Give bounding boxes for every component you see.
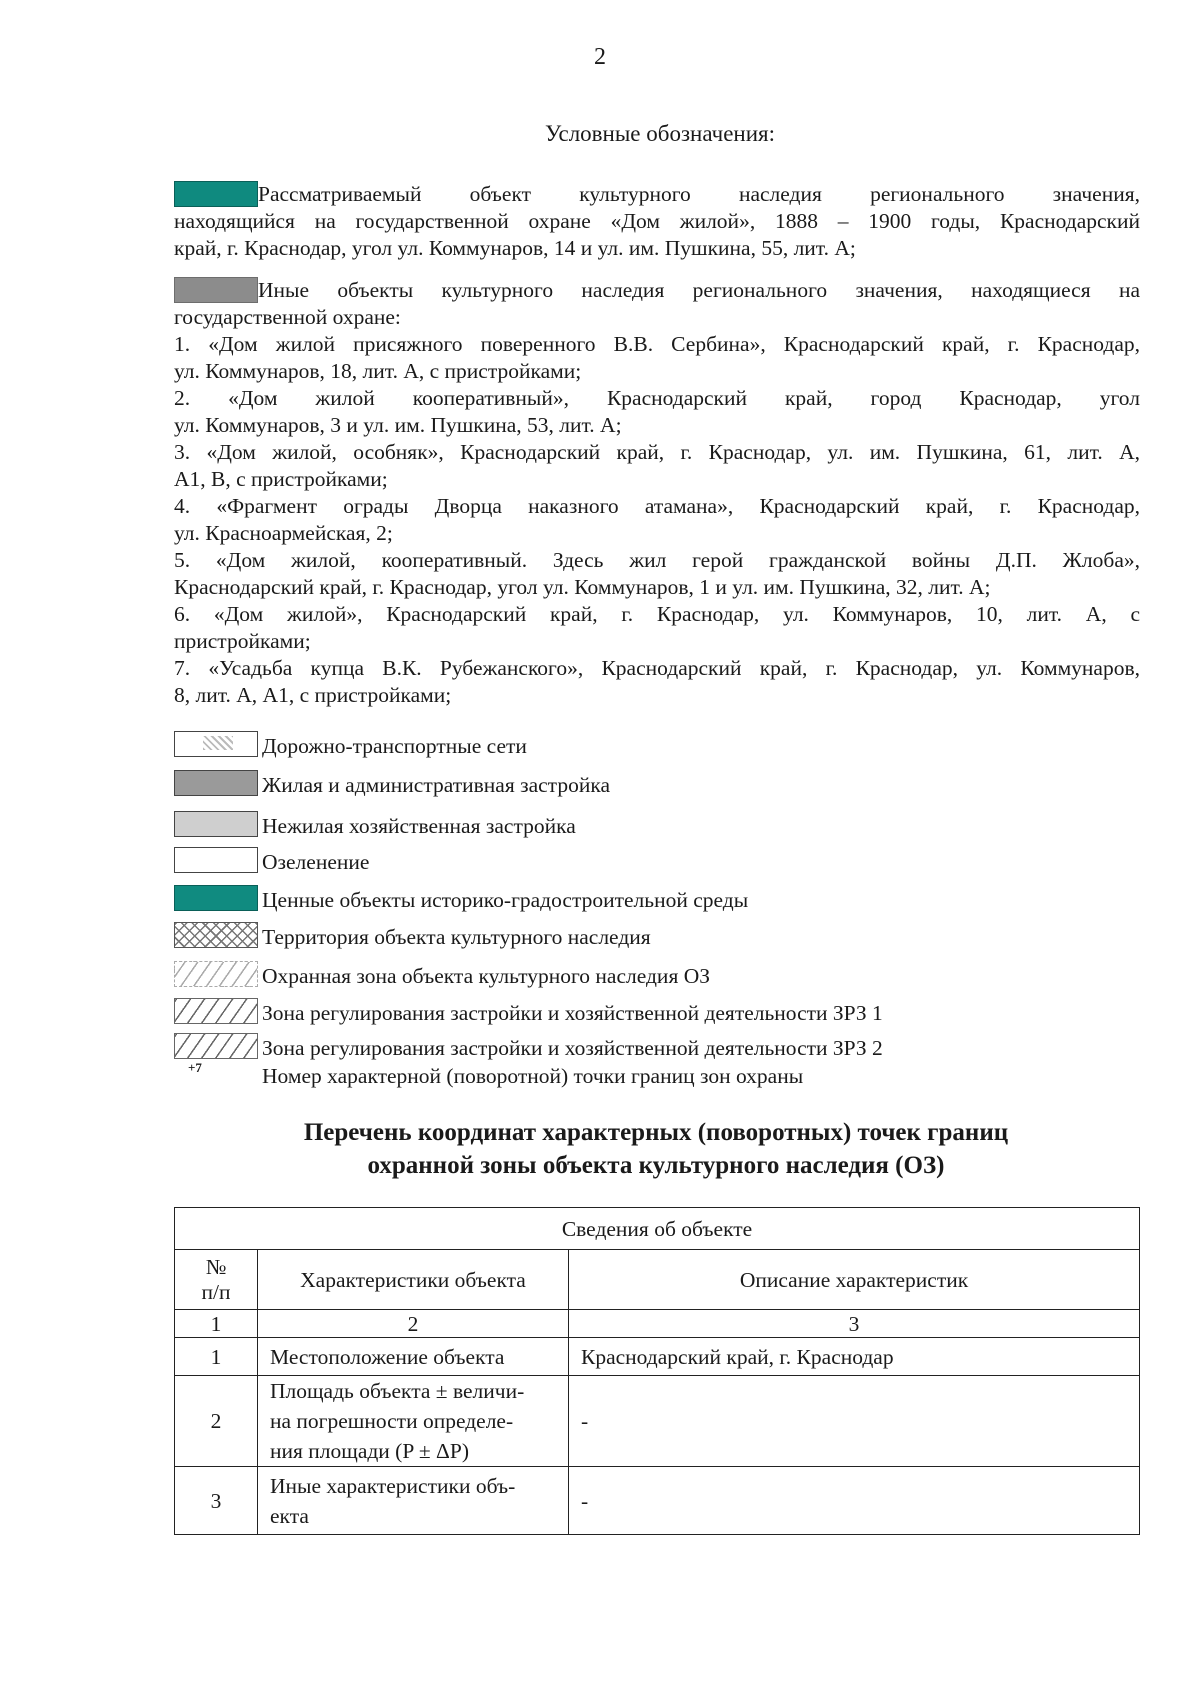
greenery-icon [174, 847, 258, 873]
table-row [175, 1467, 1140, 1535]
zrz2-hatch-icon [174, 1033, 258, 1059]
other-line-1: Иные объекты культурного наследия регионального значения, находящиеся на [174, 277, 1140, 304]
other-line-9: 4. «Фрагмент ограды Дворца наказного атамана», Краснодарский край, г. Краснодар, [174, 494, 1140, 518]
other-line-16: 8, лит. А, А1, с пристройками; [174, 683, 452, 707]
col-number-3: 3 [569, 1310, 1140, 1338]
row-description: - [569, 1376, 1140, 1467]
other-line-6: ул. Коммунаров, 3 и ул. им. Пушкина, 53, лит. А; [174, 413, 622, 437]
header-description: Описание характеристик [569, 1250, 1140, 1310]
other-line-8: А1, В, с пристройками; [174, 467, 388, 491]
row-num: 1 [175, 1338, 258, 1376]
subject-line-3: край, г. Краснодар, угол ул. Коммунаров, 14 и ул. им. Пушкина, 55, лит. А; [174, 236, 856, 260]
subject-object-entry [174, 181, 1140, 262]
table-heading: Перечень координат характерных (поворотных) точек границ охранной зоны объекта культурного наследия (ОЗ) [303, 1119, 1009, 1179]
col-number-2: 2 [258, 1310, 569, 1338]
row-characteristic: Площадь объекта ± величи- на погрешности определе- ния площади (P ± ΔP) [258, 1376, 569, 1467]
other-line-14: пристройками; [174, 629, 311, 653]
row-num: 3 [175, 1467, 258, 1535]
gray-swatch-icon [174, 277, 258, 303]
zrz1-hatch-icon [174, 998, 258, 1024]
header-num: № п/п [175, 1250, 258, 1310]
subject-line-1: Рассматриваемый объект культурного наследия регионального значения, [174, 181, 1140, 208]
object-info-table [174, 1207, 1140, 1535]
other-line-12: Краснодарский край, г. Краснодар, угол ул. Коммунаров, 1 и ул. им. Пушкина, 32, лит. А; [174, 575, 991, 599]
other-line-3: 1. «Дом жилой присяжного поверенного В.В. Сербина», Краснодарский край, г. Краснодар, [174, 332, 1140, 356]
table-caption-row [175, 1208, 1140, 1250]
other-line-2: государственной охране: [174, 305, 401, 329]
table-caption: Сведения об объекте [175, 1208, 1140, 1250]
other-objects-entry [174, 277, 1140, 709]
table-row [175, 1376, 1140, 1467]
row-characteristic: Иные характеристики объ- екта [258, 1467, 569, 1535]
residential-building-icon [174, 770, 258, 796]
road-network-icon [174, 731, 258, 757]
legend-title: Условные обозначения: [544, 121, 776, 146]
column-numbers-row [175, 1310, 1140, 1338]
crosshatch-territory-icon [174, 922, 258, 948]
valuable-object-icon [174, 885, 258, 911]
other-line-5: 2. «Дом жилой кооперативный», Краснодарский край, город Краснодар, угол [174, 386, 1140, 410]
col-number-1: 1 [175, 1310, 258, 1338]
subject-line-2: находящийся на государственной охране «Дом жилой», 1888 – 1900 годы, Краснодарский [174, 209, 1140, 233]
other-line-11: 5. «Дом жилой, кооперативный. Здесь жил герой гражданской войны Д.П. Жлоба», [174, 548, 1140, 572]
other-line-15: 7. «Усадьба купца В.К. Рубежанского», Краснодарский край, г. Краснодар, ул. Коммунаров, [174, 656, 1140, 680]
other-line-7: 3. «Дом жилой, особняк», Краснодарский край, г. Краснодар, ул. им. Пушкина, 61, лит. А, [174, 440, 1140, 464]
row-description: - [569, 1467, 1140, 1535]
protection-zone-hatch-icon [174, 961, 258, 987]
row-description: Краснодарский край, г. Краснодар [569, 1338, 1140, 1376]
table-header-row [175, 1250, 1140, 1310]
other-line-10: ул. Красноармейская, 2; [174, 521, 393, 545]
non-residential-building-icon [174, 811, 258, 837]
row-characteristic: Местоположение объекта [258, 1338, 569, 1376]
row-num: 2 [175, 1376, 258, 1467]
header-characteristics: Характеристики объекта [258, 1250, 569, 1310]
page-number: 2 [594, 44, 606, 70]
other-line-4: ул. Коммунаров, 18, лит. А, с пристройками; [174, 359, 582, 383]
turning-point-marker-icon: +7 [188, 1060, 202, 1075]
table-row [175, 1338, 1140, 1376]
other-line-13: 6. «Дом жилой», Краснодарский край, г. Краснодар, ул. Коммунаров, 10, лит. А, с [174, 602, 1140, 626]
teal-swatch-icon [174, 181, 258, 207]
